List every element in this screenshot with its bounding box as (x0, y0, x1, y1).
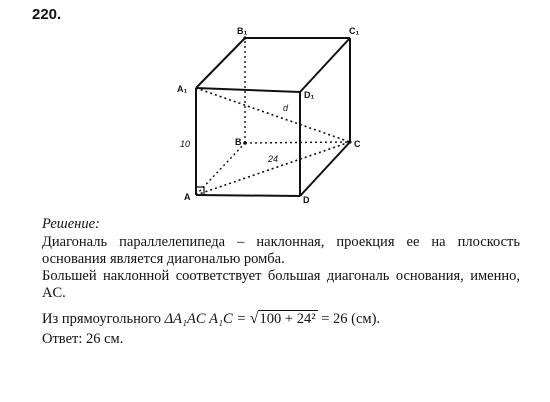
label-a: A (184, 192, 191, 202)
calc-triangle: ΔA₁AC (164, 311, 206, 327)
calc-prefix: Из прямоугольного (42, 311, 161, 327)
paragraph-diagonal-projection: Диагональ параллелепипеда – наклонная, проекция ее на плоскость основания является диагональю ромба. (42, 234, 520, 267)
hidden-edge-b-c (245, 142, 350, 143)
label-b: B (235, 137, 242, 147)
label-diag-d: d (283, 103, 289, 113)
calc-result: = 26 (см). (321, 311, 381, 327)
diagonal-a1-c (196, 88, 350, 142)
label-b1: B₁ (237, 26, 248, 36)
label-c: C (354, 139, 361, 149)
calc-radicand: 100 + 24² (259, 311, 316, 327)
label-c1: C₁ (349, 26, 360, 36)
edge-a1-b1 (196, 38, 245, 88)
label-d: D (303, 195, 310, 205)
edge-a1-d1 (196, 88, 300, 92)
vertex-point-b (243, 141, 247, 145)
answer-line: Ответ: 26 см. (42, 331, 124, 347)
label-diag-24: 24 (268, 154, 279, 164)
calc-lhs: A₁C = (209, 311, 247, 327)
label-a1: A₁ (177, 84, 188, 94)
sqrt-symbol: √ (249, 310, 259, 327)
problem-number: 220. (32, 6, 62, 23)
calculation-line (42, 310, 520, 328)
paragraph-larger-diagonal: Большей наклонной соответствует большая диагональ основания, именно, AC. (42, 268, 520, 301)
label-edge-10: 10 (180, 139, 191, 149)
solution-heading: Решение: (42, 216, 100, 232)
vertex-point-b1 (243, 36, 246, 39)
solution-block (42, 216, 520, 348)
vertex-point-c (348, 140, 351, 143)
diagonal-a-c (196, 142, 350, 195)
edge-c1-d1 (300, 38, 350, 92)
edge-a-d (196, 195, 300, 196)
label-d1: D₁ (304, 90, 315, 100)
